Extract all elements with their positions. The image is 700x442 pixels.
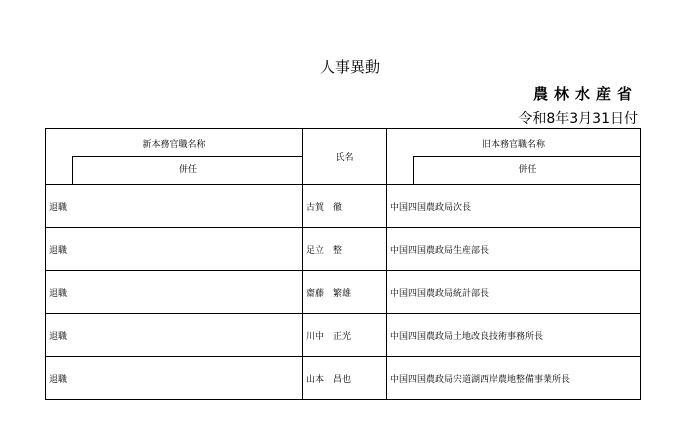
header-new-post-label: 新本務官職名称 <box>142 140 206 150</box>
name-cell: 足立 整 <box>303 228 387 271</box>
new-post-cell: 退職 <box>46 314 303 357</box>
new-post-cell: 退職 <box>46 228 303 271</box>
table-row <box>46 357 641 400</box>
old-post-cell: 中国四国農政局宍道湖西岸農地整備事業所長 <box>387 357 641 400</box>
ministry-name: 農林水産省 <box>532 85 638 103</box>
personnel-table <box>45 128 641 400</box>
name-cell: 山本 昌也 <box>303 357 387 400</box>
header-name-label: 氏名 <box>303 129 387 185</box>
document-title: 人事異動 <box>319 58 380 76</box>
table-row <box>46 314 641 357</box>
name-cell: 川中 正光 <box>303 314 387 357</box>
table-row <box>46 271 641 314</box>
old-post-cell: 中国四国農政局生産部長 <box>387 228 641 271</box>
old-post-cell: 中国四国農政局統計部長 <box>387 271 641 314</box>
header-old-post <box>387 129 641 185</box>
header-new-post <box>46 129 303 185</box>
name-cell: 古賀 徹 <box>303 185 387 228</box>
table-row <box>46 228 641 271</box>
new-post-cell: 退職 <box>46 185 303 228</box>
header-old-post-label: 旧本務官職名称 <box>481 140 545 150</box>
old-post-cell: 中国四国農政局次長 <box>387 185 641 228</box>
effective-date: 令和8年3月31日付 <box>518 111 638 127</box>
new-post-cell: 退職 <box>46 357 303 400</box>
header-old-concurrent-label: 併任 <box>413 156 641 185</box>
new-post-cell: 退職 <box>46 271 303 314</box>
table-header-row <box>46 129 641 185</box>
name-cell: 齋藤 繁雄 <box>303 271 387 314</box>
table-row <box>46 185 641 228</box>
old-post-cell: 中国四国農政局土地改良技術事務所長 <box>387 314 641 357</box>
header-new-concurrent-label: 併任 <box>72 156 303 185</box>
